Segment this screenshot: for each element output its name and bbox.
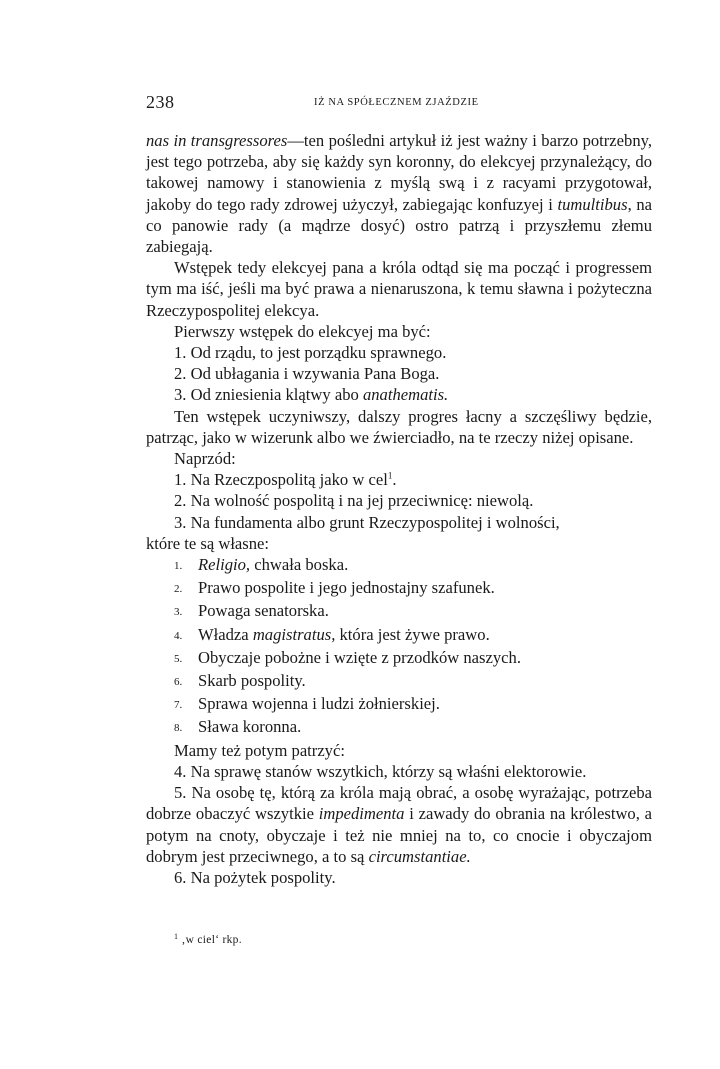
sublist-number: 2.	[174, 583, 183, 596]
paragraph-3: Pierwszy wstępek do elekcyej ma być:	[174, 321, 431, 341]
sublist-item: 3. Powaga senatorska.	[146, 600, 652, 623]
list-item: 1. Od rządu, to jest porządku sprawnego.	[174, 343, 447, 363]
paragraph-text: , na co panowie rady (a mądrze dosyć) ostro patrzą i przyszłemu złemu zabiegają.	[146, 194, 652, 257]
list-item: 3. Na fundamenta albo grunt Rzeczypospolitej i wolności,	[174, 512, 560, 532]
italic-phrase: magistratus,	[252, 624, 336, 644]
sublist-item: 5. Obyczaje pobożne i wzięte z przodków naszych.	[146, 647, 652, 670]
paragraph-1	[146, 130, 652, 257]
sublist-item: 1. Religio, chwała boska.	[146, 554, 652, 577]
italic-phrase: anathematis.	[362, 385, 449, 405]
page-number: 238	[146, 92, 175, 112]
list-item: 3. Od zniesienia klątwy abo anathematis.	[174, 385, 449, 405]
list-item: 4. Na sprawę stanów wszytkich, którzy są właśni elektorowie.	[174, 761, 587, 781]
paragraph-6: Mamy też potym patrzyć:	[174, 740, 345, 760]
sublist-item: 8. Sława koronna.	[146, 716, 652, 739]
italic-phrase: tumultibus	[557, 194, 628, 214]
paragraph-text: —ten pośledni artykuł iż jest ważny i barzo potrzebny, jest tego potrzeba, aby się każdy syn koronny, do elekcyej przynależący, do takowej namowy i stanowienia z myślą swą i z racyami przygotował, jakoby do tego rady zdrowej użyczył, zabiegając konfuzyej i	[146, 131, 652, 214]
italic-phrase: Religio,	[198, 555, 251, 575]
sublist-item: 6. Skarb pospolity.	[146, 670, 652, 693]
list-item: 2. Na wolność pospolitą i na jej przeciwnicę: niewolą.	[174, 491, 534, 511]
list-item: 2. Od ubłagania i wzywania Pana Boga.	[174, 364, 440, 384]
paragraph-4: Ten wstępek uczyniwszy, dalszy progres łacny a szczęśliwy będzie, patrząc, jako w wizerunk albo we źwierciadło, na te rzeczy niżej opisane.	[146, 406, 652, 447]
list-item: 1. Na Rzeczpospolitą jako w cel$^1$.	[174, 470, 397, 490]
sublist-number: 6.	[174, 676, 183, 689]
sublist-number: 1.	[174, 560, 183, 573]
sublist-number: 5.	[174, 652, 183, 665]
footnote-text: ‚w ciel‘ rkp.	[178, 934, 242, 946]
paragraph-5: Naprzód:	[174, 449, 236, 469]
sublist-number: 7.	[174, 699, 183, 712]
running-title: IŻ NA SPÓŁECZNEM ZJAŹDZIE	[314, 97, 479, 108]
sublist-item: 7. Sprawa wojenna i ludzi żołnierskiej.	[146, 693, 652, 716]
sublist-number: 3.	[174, 606, 183, 619]
list-item: 5. Na osobę tę, którą za króla mają obrać, a osobę wyrażając, potrzeba dobrze obaczyć wszytkie impedimenta i zawady do obrania na królestwo, a potym na cnoty, obyczaje i też nie mniej na to, co cnocie i obyczajom dobrym jest przeciwnego, a to są circumstantiae.	[146, 783, 652, 866]
sublist-item: 2. Prawo pospolite i jego jednostajny szafunek.	[146, 577, 652, 600]
list-item: 6. Na pożytek pospolity.	[174, 867, 336, 887]
footnote	[174, 934, 242, 946]
footnote-marker: 1	[387, 470, 393, 481]
italic-phrase: circumstantiae.	[368, 846, 471, 866]
sublist-number: 4.	[174, 629, 183, 642]
italic-phrase: nas in transgressores	[146, 131, 288, 150]
italic-phrase: impedimenta	[318, 804, 405, 824]
sublist-item: 4. Władza magistratus, która jest żywe prawo.	[146, 624, 652, 647]
footnote-number: 1	[174, 932, 179, 941]
running-head	[146, 92, 652, 114]
sublist-number: 8.	[174, 722, 183, 735]
main-text	[146, 130, 652, 888]
list-item-continuation: które te są własne:	[146, 533, 270, 553]
paragraph-2: Wstępek tedy elekcyej pana a króla odtąd się ma począć i progressem tym ma iść, jeśli ma być prawa a nienaruszona, k temu sławna i pożyteczna Rzeczypospolitej elekcya.	[146, 258, 652, 320]
